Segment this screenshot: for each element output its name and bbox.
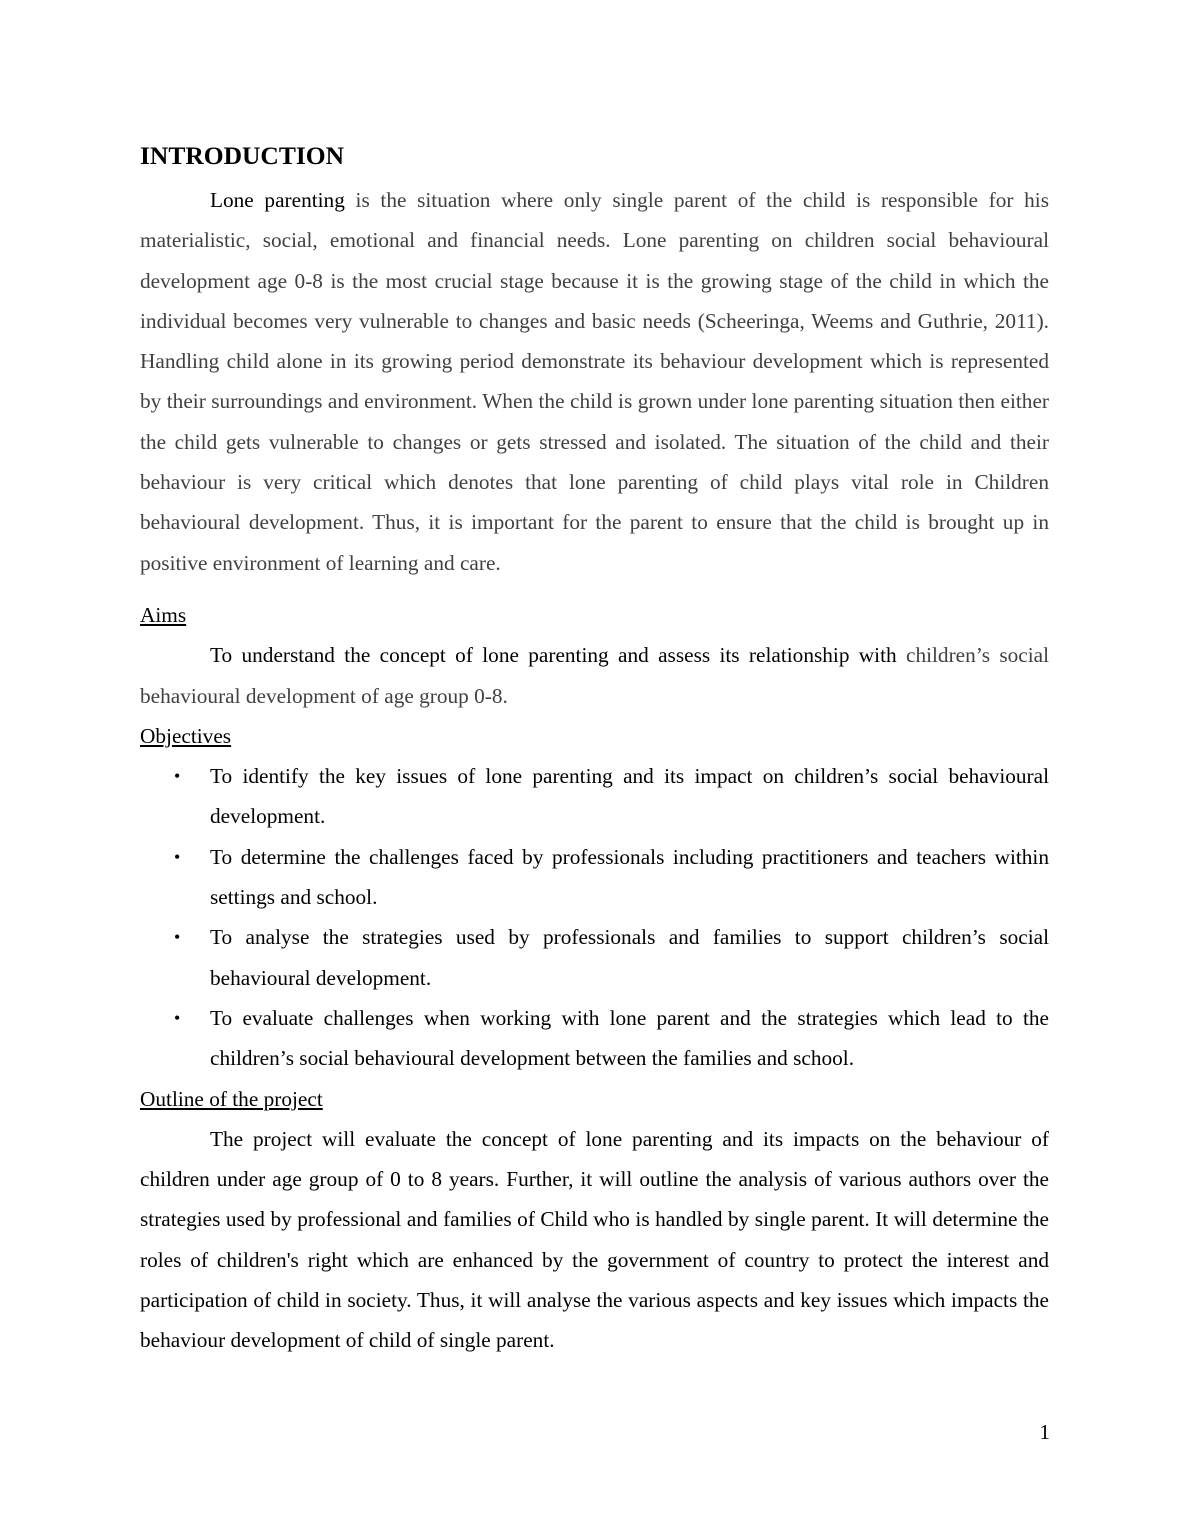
outline-paragraph: The project will evaluate the concept of lone parenting and its impacts on the behaviour of children under age group of 0 to 8 years. Further, it will outline the analysis of various authors over the strategies used by professional and families of Child who is handled by single parent. It will determine the roles of children's right which are enhanced by the government of country to protect the interest and participation of child in society. Thus, it will analyse the various aspects and key issues which impacts the behaviour development of child of single parent.	[140, 1126, 1049, 1353]
bullet-icon: •	[174, 766, 181, 787]
section-title: INTRODUCTION	[140, 141, 345, 170]
bullet-icon: •	[174, 927, 181, 948]
objective-text: To evaluate challenges when working with lone parent and the strategies which lead to the children’s social behavioural development between the families and school.	[210, 1005, 1049, 1071]
bullet-icon: •	[174, 846, 181, 867]
spacer	[140, 583, 1049, 595]
aims-text-a: To understand the concept of lone parenting and assess its relationship with	[210, 643, 906, 668]
objectives-list	[140, 756, 1049, 1078]
list-item	[140, 756, 1049, 837]
intro-body: is the situation where only single parent of the child is responsible for his materialistic, social, emotional and financial needs. Lone parenting on children social behavioural development age 0-8 is the most crucial stage because it is the growing stage of the child in which the individual becomes very vulnerable to changes and basic needs (Scheeringa, Weems and Guthrie, 2011). Handling child alone in its growing period demonstrate its behaviour development which is represented by their surroundings and environment. When the child is grown under lone parenting situation then either the child gets vulnerable to changes or gets stressed and isolated. The situation of the child and their behaviour is very critical which denotes that lone parenting of child plays vital role in Children behavioural development. Thus, it is important for the parent to ensure that the child is brought up in positive environment of learning and care.	[140, 188, 1049, 575]
outline-heading: Outline of the project	[140, 1086, 323, 1111]
list-item	[140, 917, 1049, 998]
aims-text-b: children’s social behavioural development of age group 0-8.	[140, 643, 1049, 708]
page-number: 1	[1039, 1420, 1050, 1444]
objective-text: To identify the key issues of lone parenting and its impact on children’s social behavioural development.	[210, 764, 1049, 829]
list-item	[140, 998, 1049, 1079]
bullet-icon: •	[174, 1007, 181, 1028]
objective-text: To analyse the strategies used by professionals and families to support children’s social behavioural development.	[210, 925, 1049, 990]
intro-paragraph	[140, 180, 1049, 583]
aims-heading: Aims	[140, 602, 187, 627]
aims-paragraph	[140, 635, 1049, 716]
list-item	[140, 837, 1049, 918]
objectives-heading: Objectives	[140, 723, 232, 748]
objective-text: To determine the challenges faced by professionals including practitioners and teachers within settings and school.	[210, 844, 1049, 910]
intro-lead: Lone parenting	[210, 188, 345, 212]
document-page	[140, 138, 1049, 1361]
